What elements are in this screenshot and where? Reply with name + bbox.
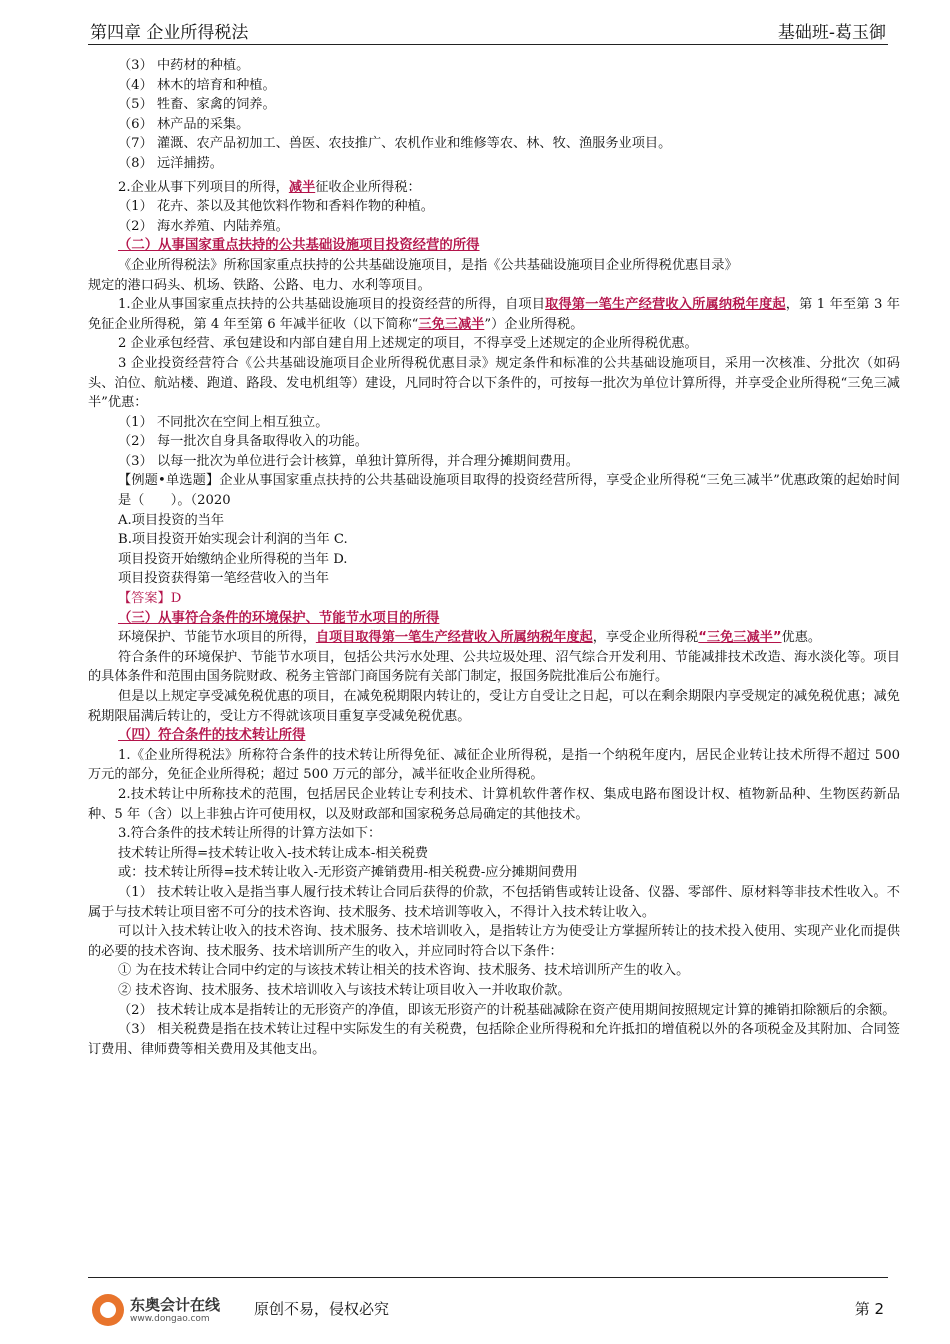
section-heading	[88, 726, 900, 746]
text: 规定的港口码头、机场、铁路、公路、电力、水利等项目。	[88, 277, 431, 293]
paragraph	[88, 883, 900, 922]
paragraph	[88, 471, 900, 510]
paragraph	[88, 197, 900, 217]
text: （二）从事国家重点扶持的公共基础设施项目投资经营的所得	[118, 238, 480, 254]
logo-icon	[92, 1294, 124, 1326]
text: （6） 林产品的采集。	[118, 116, 250, 132]
paragraph	[88, 863, 900, 883]
text: 征收企业所得税：	[315, 179, 421, 195]
paragraph	[88, 56, 900, 76]
paragraph	[88, 1020, 900, 1059]
text: （2） 每一批次自身具备取得收入的功能。	[118, 434, 368, 450]
text: 2.技术转让中所称技术的范围，包括居民企业转让专利技术、计算机软件著作权、集成电路布图设计权、植物新品种、生物医药新品种、5 年（含）以上非独占许可使用权，以及财政部和国家税务总局确定的其他技术。	[88, 786, 900, 822]
text: 2 企业承包经营、承包建设和内部自建自用上述规定的项目，不得享受上述规定的企业所得税优惠。	[118, 336, 698, 352]
text: ① 为在技术转让合同中约定的与该技术转让相关的技术咨询、技术服务、技术培训所产生的收入。	[118, 963, 690, 979]
page-footer	[88, 1277, 888, 1338]
text: （三）从事符合条件的环境保护、节能节水项目的所得	[118, 610, 440, 626]
course-name: 基础班-葛玉御	[777, 23, 886, 43]
highlight-text: 取得第一笔生产经营收入所属纳税年度起	[545, 297, 786, 313]
text: 但是以上规定享受减免税优惠的项目，在减免税期限内转让的，受让方自受让之日起，可以在剩余期限内享受规定的减免税优惠；减免税期限届满后转让的，受让方不得就该项目重复享受减免税优惠。	[88, 689, 900, 724]
highlight-text: 三免三减半	[418, 316, 485, 332]
text: 项目投资获得第一笔经营收入的当年	[118, 571, 329, 587]
logo-brand: 东奥会计在线	[130, 1296, 221, 1314]
dongao-logo	[92, 1292, 242, 1330]
text: ② 技术咨询、技术服务、技术培训收入与该技术转让项目收入一并收取价款。	[118, 982, 571, 998]
paragraph	[88, 981, 900, 1001]
text: ”）企业所得税。	[484, 316, 584, 332]
text: 符合条件的环境保护、节能节水项目，包括公共污水处理、公共垃圾处理、沼气综合开发利用、节能减排技术改造、海水淡化等。项目的具体条件和范围由国务院财政、税务主管部门商国务院有关部门制定，报国务院批准后公布施行。	[88, 649, 900, 685]
paragraph	[88, 295, 900, 334]
paragraph	[88, 354, 900, 413]
paragraph	[88, 1001, 900, 1021]
text: 2.企业从事下列项目的所得，	[118, 179, 289, 195]
text: ，第 1 年至第 3 年免征企业所得税，第 4 年至第 6 年减半征收（以下简称“	[88, 297, 900, 332]
section-heading	[88, 609, 900, 629]
text: （1） 技术转让收入是指当事人履行技术转让合同后获得的价款，不包括销售或转让设备、仪器、零部件、原材料等非技术性收入。不属于与技术转让项目密不可分的技术咨询、技术服务、技术培训等收入，不得计入技术转让收入。	[88, 884, 900, 920]
answer-text: 【答案】D	[118, 591, 182, 607]
text: 1.《企业所得税法》所称符合条件的技术转让所得免征、减征企业所得税，是指一个纳税年度内，居民企业转让技术所得不超过 500 万元的部分，免征企业所得税；超过 500 万元的部分，减半征收企业所得税。	[88, 747, 900, 783]
paragraph	[88, 76, 900, 96]
text: 3.符合条件的技术转让所得的计算方法如下：	[118, 826, 382, 842]
text: （5） 牲畜、家禽的饲养。	[118, 97, 276, 113]
paragraph	[88, 844, 900, 864]
text: 或：技术转让所得=技术转让收入-无形资产摊销费用-相关税费-应分摊期间费用	[118, 865, 578, 881]
highlight-text: “三免三减半”	[698, 630, 782, 646]
paragraph	[88, 178, 900, 198]
text: （1） 花卉、茶以及其他饮料作物和香料作物的种植。	[118, 199, 434, 215]
text: 可以计入技术转让收入的技术咨询、技术服务、技术培训收入，是指转让方为使受让方掌握所转让的技术投入使用、实现产业化而提供的必要的技术咨询、技术服务、技术培训所产生的收入，并应同时符合以下条件：	[88, 924, 900, 959]
text: 3 企业投资经营符合《公共基础设施项目企业所得税优惠目录》规定条件和标准的公共基础设施项目，采用一次核准、分批次（如码头、泊位、航站楼、跑道、路段、发电机组等）建设，凡同时符合以下条件的，可按每一批次为单位计算所得，并享受企业所得税“三免三减半”优惠：	[88, 355, 900, 411]
paragraph	[88, 922, 900, 961]
section-heading	[88, 236, 900, 256]
text: （3） 相关税费是指在技术转让过程中实际发生的有关税费，包括除企业所得税和允许抵扣的增值税以外的各项税金及其附加、合同签订费用、律师费等相关费用及其他支出。	[88, 1022, 900, 1057]
paragraph	[88, 115, 900, 135]
page-header	[88, 14, 888, 45]
text: 1.企业从事国家重点扶持的公共基础设施项目的投资经营的所得，自项目	[118, 297, 546, 313]
logo-url: www.dongao.com	[130, 1314, 210, 1324]
page-number: 第 2	[854, 1300, 884, 1318]
paragraph	[88, 961, 900, 981]
text: B.项目投资开始实现会计利润的当年 C.	[118, 532, 348, 548]
paragraph	[88, 154, 900, 174]
highlight-text: 减半	[288, 179, 316, 195]
text: （4） 林木的培育和种植。	[118, 77, 276, 93]
paragraph	[88, 134, 900, 154]
paragraph	[88, 550, 900, 570]
paragraph	[88, 217, 900, 237]
text: （7） 灌溉、农产品初加工、兽医、农技推广、农机作业和维修等农、林、牧、渔服务业项目。	[118, 136, 672, 152]
text: 【例题•单选题】企业从事国家重点扶持的公共基础设施项目取得的投资经营所得，享受企业所得税“三免三减半”优惠政策的起始时间是（ ）。（2020	[118, 473, 900, 509]
paragraph	[88, 569, 900, 589]
text: 《企业所得税法》所称国家重点扶持的公共基础设施项目，是指《公共基础设施项目企业所得税优惠目录》	[118, 257, 738, 273]
text: （四）符合条件的技术转让所得	[118, 728, 306, 744]
paragraph	[88, 511, 900, 531]
text: （3） 中药材的种植。	[118, 58, 250, 73]
text: A.项目投资的当年	[118, 512, 225, 528]
text: （2） 海水养殖、内陆养殖。	[118, 218, 289, 234]
paragraph	[88, 452, 900, 472]
text: 环境保护、节能节水项目的所得，	[118, 630, 316, 646]
paragraph	[88, 589, 900, 609]
paragraph	[88, 276, 900, 296]
paragraph	[88, 413, 900, 433]
paragraph	[88, 334, 900, 354]
paragraph	[88, 256, 900, 276]
paragraph	[88, 432, 900, 452]
text: （3） 以每一批次为单位进行会计核算，单独计算所得，并合理分摊期间费用。	[118, 453, 579, 469]
text: 优惠。	[781, 630, 822, 646]
paragraph	[88, 648, 900, 687]
paragraph	[88, 628, 900, 648]
paragraph	[88, 785, 900, 824]
text: （2） 技术转让成本是指转让的无形资产的净值，即该无形资产的计税基础减除在资产使用期间按照规定计算的摊销扣除额后的余额。	[118, 1002, 896, 1018]
chapter-title: 第四章 企业所得税法	[90, 23, 249, 43]
text: （1） 不同批次在空间上相互独立。	[118, 414, 329, 430]
footer-slogan: 原创不易，侵权必究	[254, 1300, 390, 1318]
paragraph	[88, 530, 900, 550]
paragraph	[88, 95, 900, 115]
paragraph	[88, 824, 900, 844]
text: 项目投资开始缴纳企业所得税的当年 D.	[118, 551, 348, 567]
text: 技术转让所得=技术转让收入-技术转让成本-相关税费	[118, 845, 429, 861]
paragraph	[88, 746, 900, 785]
paragraph	[88, 687, 900, 726]
text: ，享受企业所得税	[592, 630, 699, 646]
highlight-text: 自项目取得第一笔生产经营收入所属纳税年度起	[315, 630, 593, 646]
document-body	[88, 56, 900, 1059]
text: （8） 远洋捕捞。	[118, 155, 223, 171]
